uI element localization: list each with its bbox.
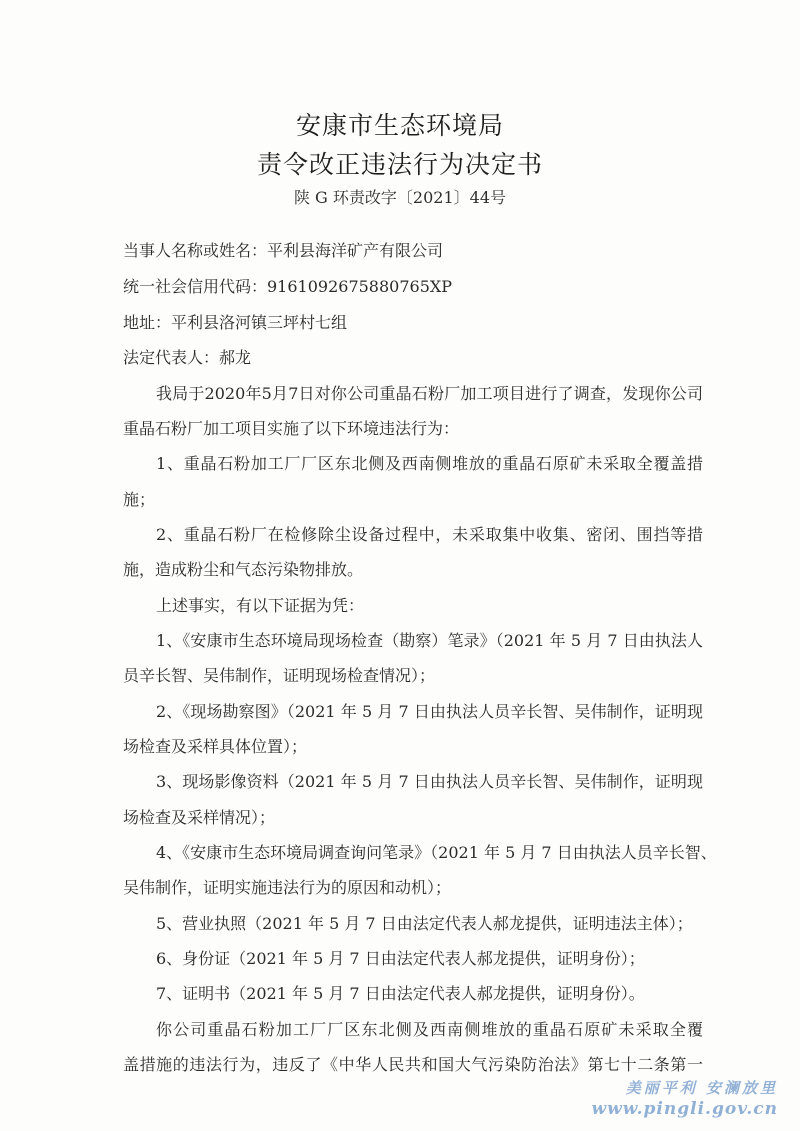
evidence-2-line: 2、《现场勘察图》（2021 年 5 月 7 日由执法人员辛长智、吴伟制作，证明现	[156, 702, 703, 721]
evidence-3-line: 3、现场影像资料（2021 年 5 月 7 日由执法人员辛长智、吴伟制作，证明现	[156, 772, 703, 791]
evidence-1-line: 1、《安康市生态环境局现场检查（勘察）笔录》（2021 年 5 月 7 日由执法人	[156, 631, 703, 650]
violation-2-line: 施，造成粉尘和气态污染物排放。	[123, 560, 364, 579]
evidence-4-line: 4、《安康市生态环境局调查询问笔录》（2021 年 5 月 7 日由执法人员辛长智、	[156, 843, 717, 862]
issuing-authority-title: 安康市生态环境局	[295, 111, 504, 140]
conclusion-line: 你公司重晶石粉加工厂厂区东北侧及西南侧堆放的重晶石原矿未采取全覆	[156, 1020, 703, 1039]
watermark-url: www.pingli.gov.cn	[591, 1099, 778, 1119]
address: 地址：平利县洛河镇三坪村七组	[123, 313, 348, 332]
violation-2-line: 2、重晶石粉厂在检修除尘设备过程中，未采取集中收集、密闭、围挡等措	[156, 525, 703, 544]
intro-paragraph-line: 重晶石粉厂加工项目实施了以下环境违法行为：	[123, 419, 460, 438]
evidence-3-line: 场检查及采样情况）；	[123, 808, 276, 827]
evidence-7: 7、证明书（2021 年 5 月 7 日由法定代表人郝龙提供，证明身份）。	[156, 984, 645, 1003]
evidence-5: 5、营业执照（2021 年 5 月 7 日由法定代表人郝龙提供，证明违法主体）；	[156, 914, 693, 933]
violation-1-line: 施；	[123, 490, 156, 509]
credit-code: 统一社会信用代码：9161092675880765XP	[123, 277, 453, 296]
conclusion-line: 盖措施的违法行为，违反了《中华人民共和国大气污染防治法》第七十二条第一	[123, 1055, 703, 1074]
evidence-1-line: 员辛长智、吴伟制作，证明现场检查情况）；	[123, 666, 436, 685]
evidence-2-line: 场检查及采样具体位置）；	[123, 737, 308, 756]
document-number: 陕 G 环责改字〔2021〕44号	[293, 188, 507, 207]
violation-1-line: 1、重晶石粉加工厂厂区东北侧及西南侧堆放的重晶石原矿未采取全覆盖措	[156, 454, 703, 473]
legal-representative: 法定代表人：郝龙	[123, 348, 252, 367]
evidence-6: 6、身份证（2021 年 5 月 7 日由法定代表人郝龙提供，证明身份）；	[156, 949, 645, 968]
website-watermark	[591, 1077, 778, 1119]
evidence-4-line: 吴伟制作，证明实施违法行为的原因和动机）；	[123, 878, 452, 897]
evidence-intro: 上述事实，有以下证据为凭：	[156, 596, 365, 615]
document-title: 责令改正违法行为决定书	[256, 150, 543, 179]
intro-paragraph-line: 我局于2020年5月7日对你公司重晶石粉厂加工项目进行了调查，发现你公司	[156, 384, 703, 403]
party-name: 当事人名称或姓名：平利县海洋矿产有限公司	[123, 241, 444, 260]
watermark-slogan: 美丽平利 安澜放里	[625, 1079, 778, 1097]
